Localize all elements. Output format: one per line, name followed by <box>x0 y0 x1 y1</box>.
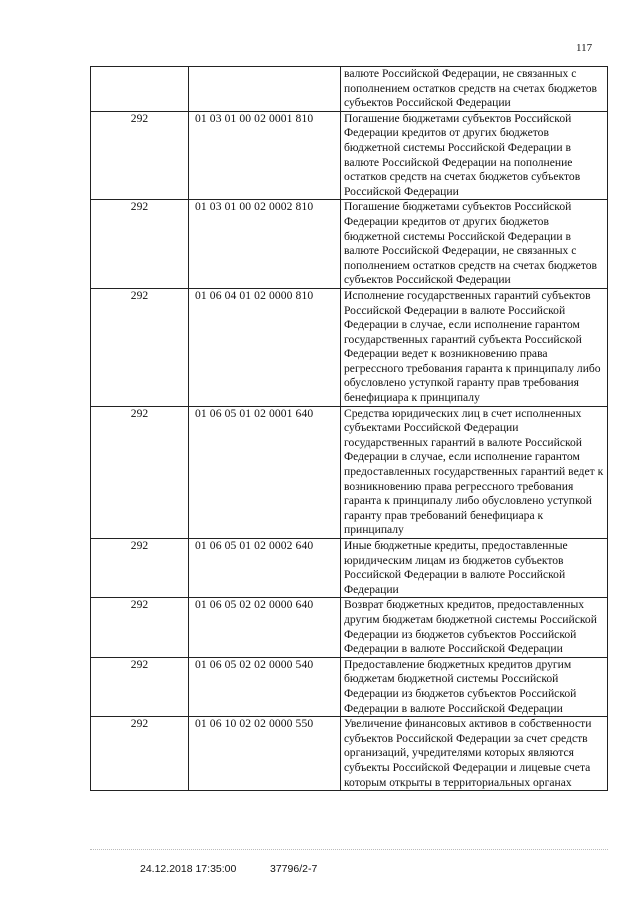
description-cell: Погашение бюджетами субъектов Российской Федерации кредитов от других бюджетов бюджетной системы Российской Федерации в валюте Российской Федерации на пополнение остатков средств на счетах бюджетов субъектов Российской Федерации <box>341 111 608 200</box>
admin-code-cell: 292 <box>91 111 189 200</box>
budget-classification-code-cell: 01 03 01 00 02 0002 810 <box>189 200 341 289</box>
budget-classification-code-cell: 01 06 05 01 02 0001 640 <box>189 406 341 538</box>
budget-classification-code-cell: 01 06 05 01 02 0002 640 <box>189 539 341 598</box>
admin-code-cell: 292 <box>91 598 189 657</box>
description-cell: Погашение бюджетами субъектов Российской Федерации кредитов от других бюджетов бюджетной системы Российской Федерации в валюте Российской Федерации, не связанных с пополнением остатков средств на счетах бюджетов субъектов Российской Федерации <box>341 200 608 289</box>
admin-code-cell: 292 <box>91 200 189 289</box>
admin-code-cell: 292 <box>91 288 189 406</box>
description-cell: Иные бюджетные кредиты, предоставленные юридическим лицам из бюджетов субъектов Российской Федерации в валюте Российской Федерации <box>341 539 608 598</box>
table-row <box>91 67 608 112</box>
description-cell: Предоставление бюджетных кредитов другим бюджетам бюджетной системы Российской Федерации из бюджетов субъектов Российской Федерации в валюте Российской Федерации <box>341 657 608 716</box>
table-row <box>91 598 608 657</box>
table-row <box>91 111 608 200</box>
budget-codes-table <box>90 66 608 791</box>
description-cell: Исполнение государственных гарантий субъектов Российской Федерации в валюте Российской Федерации в случае, если исполнение гарантом государственных гарантий субъекта Российской Федерации ведет к возникновению права регрессного требования гаранта к принципалу либо обусловлено уступкой гаранту прав требования бенефициара к принципалу <box>341 288 608 406</box>
page-number: 117 <box>576 42 593 54</box>
footer-divider <box>90 849 608 850</box>
table-row <box>91 657 608 716</box>
budget-classification-code-cell: 01 06 05 02 02 0000 540 <box>189 657 341 716</box>
description-cell: валюте Российской Федерации, не связанных с пополнением остатков средств на счетах бюджетов субъектов Российской Федерации <box>341 67 608 112</box>
budget-classification-code-cell: 01 06 10 02 02 0000 550 <box>189 717 341 791</box>
table-row <box>91 406 608 538</box>
admin-code-cell: 292 <box>91 717 189 791</box>
table-row <box>91 717 608 791</box>
description-cell: Возврат бюджетных кредитов, предоставленных другим бюджетам бюджетной системы Российской Федерации из бюджетов субъектов Российской Федерации в валюте Российской Федерации <box>341 598 608 657</box>
admin-code-cell: 292 <box>91 406 189 538</box>
admin-code-cell <box>91 67 189 112</box>
admin-code-cell: 292 <box>91 657 189 716</box>
description-cell: Средства юридических лиц в счет исполненных субъектами Российской Федерации государственных гарантий в валюте Российской Федерации в случае, если исполнение гарантом предоставленных государственных гарантий ведет к возникновению права регрессного требования гаранта к принципалу либо обусловлено уступкой гаранту прав требований бенефициара к принципалу <box>341 406 608 538</box>
table-row <box>91 200 608 289</box>
table-row <box>91 539 608 598</box>
budget-classification-code-cell <box>189 67 341 112</box>
table-row <box>91 288 608 406</box>
budget-classification-code-cell: 01 03 01 00 02 0001 810 <box>189 111 341 200</box>
budget-classification-code-cell: 01 06 05 02 02 0000 640 <box>189 598 341 657</box>
budget-classification-code-cell: 01 06 04 01 02 0000 810 <box>189 288 341 406</box>
footer-datetime: 24.12.2018 17:35:00 <box>140 863 237 875</box>
footer-document-code: 37796/2-7 <box>270 863 318 875</box>
admin-code-cell: 292 <box>91 539 189 598</box>
description-cell: Увеличение финансовых активов в собственности субъектов Российской Федерации за счет средств организаций, учредителями которых являются субъекты Российской Федерации и лицевые счета которым открыты в территориальных органах <box>341 717 608 791</box>
